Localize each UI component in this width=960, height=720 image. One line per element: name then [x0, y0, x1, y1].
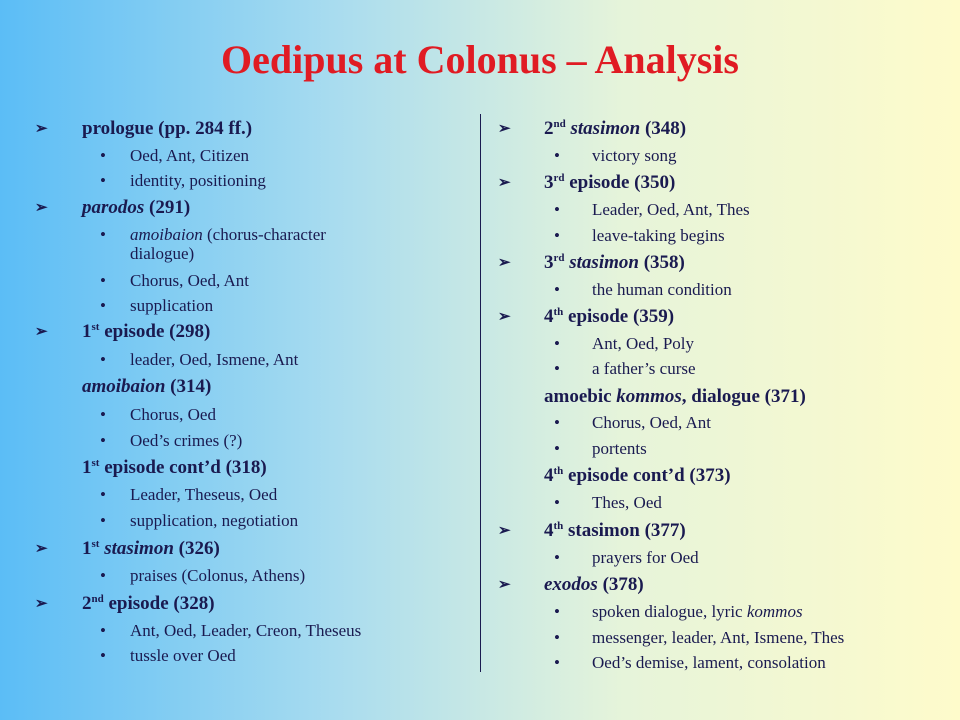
column-divider: [480, 114, 481, 672]
arrow-bullet-icon: ➢: [35, 121, 48, 137]
arrow-bullet-icon: ➢: [35, 541, 48, 557]
arrow-bullet-icon: ➢: [498, 577, 511, 593]
heading-stasimon-3: ➢ 3rd stasimon (358): [498, 252, 685, 273]
slide-title: Oedipus at Colonus – Analysis: [221, 37, 739, 82]
heading-parodos: ➢ parodos (291): [35, 197, 191, 218]
arrow-bullet-icon: ➢: [498, 255, 511, 271]
heading-episode-4-contd: 4th episode cont’d (373): [544, 465, 731, 486]
heading-episode-4: ➢ 4th episode (359): [498, 306, 675, 327]
arrow-bullet-icon: ➢: [498, 523, 511, 539]
heading-stasimon-2: ➢ 2nd stasimon (348): [498, 118, 687, 139]
arrow-bullet-icon: ➢: [498, 309, 511, 325]
arrow-bullet-icon: ➢: [498, 175, 511, 191]
heading-episode-3: ➢ 3rd episode (350): [498, 172, 676, 193]
heading-kommos: amoebic kommos, dialogue (371): [544, 386, 806, 407]
heading-episode-1: ➢ 1st episode (298): [35, 321, 211, 342]
heading-prologue: ➢ prologue (pp. 284 ff.): [35, 118, 253, 139]
heading-exodos: ➢ exodos (378): [498, 574, 644, 595]
arrow-bullet-icon: ➢: [35, 596, 48, 612]
arrow-bullet-icon: ➢: [498, 121, 511, 137]
arrow-bullet-icon: ➢: [35, 200, 48, 216]
heading-stasimon-1: ➢ 1st stasimon (326): [35, 538, 220, 559]
heading-episode-2: ➢ 2nd episode (328): [35, 593, 215, 614]
heading-amoibaion: amoibaion (314): [82, 376, 212, 397]
arrow-bullet-icon: ➢: [35, 324, 48, 340]
heading-episode-1-contd: 1st episode cont’d (318): [82, 457, 267, 478]
heading-stasimon-4: ➢ 4th stasimon (377): [498, 520, 686, 541]
